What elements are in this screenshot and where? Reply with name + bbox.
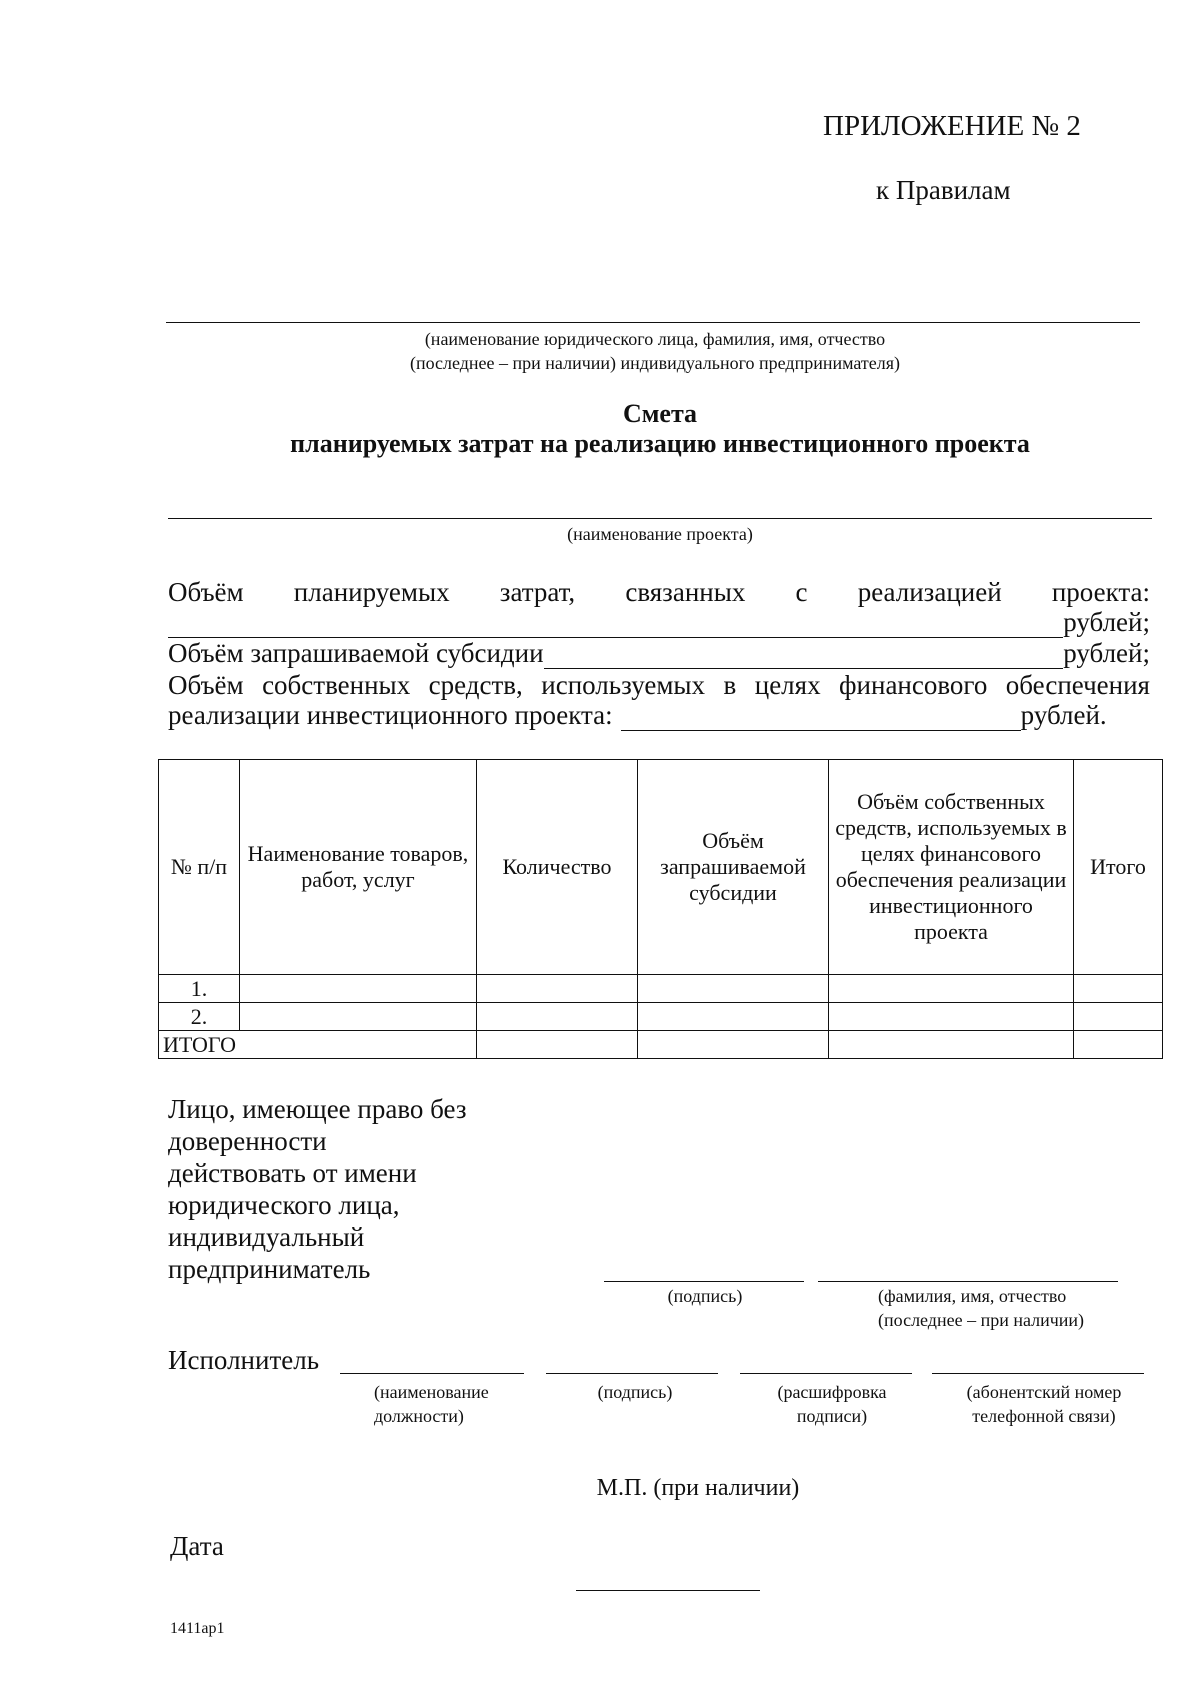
date-label: Дата [170, 1531, 224, 1561]
signer-signature-line[interactable] [604, 1281, 804, 1282]
planned-costs-line1: Объём планируемых затрат, связанных с реализацией проекта: [168, 577, 1150, 607]
table-row [159, 975, 1163, 1003]
document-code: 1411ap1 [170, 1620, 225, 1637]
executor-decode-caption: (расшифровка подписи) [777, 1382, 887, 1426]
header-own-funds: Объём собственных средств, используемых в целях финансового обеспечения реализации инвестиционного проекта [829, 760, 1074, 975]
header-quantity: Количество [477, 760, 638, 975]
row-number: 1. [159, 975, 240, 1003]
cell-own-funds[interactable] [829, 1031, 1074, 1059]
header-total: Итого [1074, 760, 1163, 975]
stamp-label: М.П. (при наличии) [596, 1475, 800, 1501]
header-name: Наименование товаров, работ, услуг [240, 760, 477, 975]
cell-quantity[interactable] [477, 975, 638, 1003]
entity-caption: (наименование юридического лица, фамилия, имя, отчество (последнее – при наличии) индивидуального предпринимателя) [409, 329, 901, 373]
planned-costs-blank[interactable] [168, 613, 1063, 638]
total-label: ИТОГО [159, 1031, 477, 1059]
cell-quantity[interactable] [477, 1031, 638, 1059]
cell-total[interactable] [1074, 1031, 1163, 1059]
appendix-subtitle: к Правилам [876, 175, 1011, 205]
project-name-line [168, 518, 1152, 519]
cell-quantity[interactable] [477, 1003, 638, 1031]
executor-signature-caption: (подпись) [597, 1382, 673, 1402]
executor-decode-line[interactable] [740, 1373, 912, 1374]
signer-name-caption: (фамилия, имя, отчество (последнее – при наличии) [878, 1286, 1085, 1330]
document-subtitle: планируемых затрат на реализацию инвестиционного проекта [290, 429, 1030, 458]
cell-subsidy[interactable] [638, 1031, 829, 1059]
row-number: 2. [159, 1003, 240, 1031]
executor-phone-line[interactable] [932, 1373, 1144, 1374]
entity-name-line [166, 322, 1140, 323]
cell-name[interactable] [240, 1003, 477, 1031]
signer-label: Лицо, имеющее право без доверенности действовать от имени юридического лица, индивидуальный предприниматель [168, 1094, 467, 1284]
amounts-block [168, 576, 1150, 731]
planned-costs-line2: рублей; [168, 607, 1150, 638]
executor-position-caption: (наименование должности) [374, 1382, 489, 1426]
cell-subsidy[interactable] [638, 975, 829, 1003]
cell-own-funds[interactable] [829, 1003, 1074, 1031]
header-num: № п/п [159, 760, 240, 975]
subsidy-blank[interactable] [544, 644, 1064, 669]
project-caption: (наименование проекта) [567, 524, 753, 544]
cell-own-funds[interactable] [829, 975, 1074, 1003]
appendix-title: ПРИЛОЖЕНИЕ № 2 [823, 110, 1081, 142]
table-total-row [159, 1031, 1163, 1059]
document-title: Смета [622, 399, 698, 428]
own-funds-line2: реализации инвестиционного проекта: рублей. [168, 700, 1107, 730]
signer-name-line[interactable] [818, 1281, 1118, 1282]
executor-signature-line[interactable] [546, 1373, 718, 1374]
cell-total[interactable] [1074, 975, 1163, 1003]
table-header-row [159, 760, 1163, 975]
cell-subsidy[interactable] [638, 1003, 829, 1031]
header-subsidy: Объём запрашиваемой субсидии [638, 760, 829, 975]
cell-total[interactable] [1074, 1003, 1163, 1031]
executor-position-line[interactable] [340, 1373, 524, 1374]
date-line[interactable] [576, 1590, 760, 1591]
estimate-table [158, 759, 1163, 1059]
signer-signature-caption: (подпись) [667, 1286, 743, 1306]
subsidy-line: Объём запрашиваемой субсидии рублей; [168, 638, 1150, 668]
executor-phone-caption: (абонентский номер телефонной связи) [966, 1382, 1122, 1426]
table-row [159, 1003, 1163, 1031]
own-funds-line1: Объём собственных средств, используемых в целях финансового обеспечения [168, 670, 1150, 700]
cell-name[interactable] [240, 975, 477, 1003]
executor-label: Исполнитель [168, 1345, 320, 1375]
own-funds-blank[interactable] [621, 706, 1021, 731]
